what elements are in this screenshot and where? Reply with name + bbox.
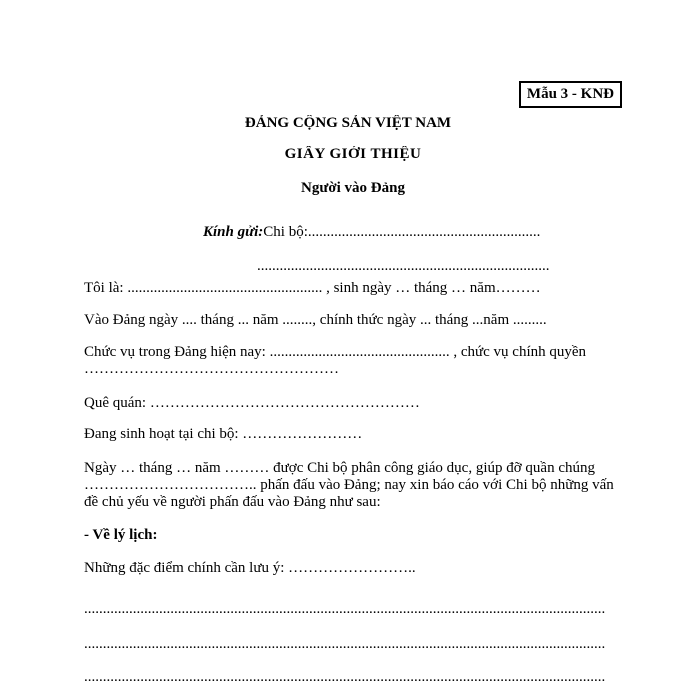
section-heading-ly-lich: - Về lý lịch: (84, 527, 158, 543)
paragraph-phan-cong (84, 460, 622, 511)
field-luu-y: Những đặc điểm chính cần lưu ý: …………………….. (84, 560, 416, 576)
org-name-text: ĐẢNG CỘNG SẢN VIỆT NAM (245, 115, 461, 132)
field-chuc-vu-line1: Chức vụ trong Đảng hiện nay: ................................................ , chức vụ chính quyền (84, 344, 587, 360)
salutation-recipient-field: Chi bộ:.............................................................. (263, 224, 541, 240)
paragraph-phan-cong-line1: Ngày … tháng … năm ……… được Chi bộ phân công giáo dục, giúp đỡ quần chúng (84, 460, 595, 476)
doc-subtitle: Người vào Đảng (301, 180, 405, 196)
field-vao-dang: Vào Đảng ngày .... tháng ... năm ........, chính thức ngày ... tháng ...năm ......... (84, 312, 547, 328)
ruled-line: ........................................................................................................................................... (84, 669, 606, 685)
form-code-box (519, 81, 622, 108)
field-chuc-vu (84, 344, 622, 378)
field-chuc-vu-line2: …………………………………………… (84, 361, 339, 377)
paragraph-phan-cong-line3: đề chủ yếu về người phấn đấu vào Đảng như sau: (84, 494, 381, 510)
ruled-line: ........................................................................................................................................... (84, 636, 606, 652)
salutation-line (203, 224, 622, 241)
ruled-line: ........................................................................................................................................... (84, 601, 606, 617)
field-que-quan: Quê quán: ……………………………………………… (84, 395, 420, 411)
form-code-label: Mẫu 3 - KNĐ (526, 86, 614, 102)
doc-title: GIẤY GIỚI THIỆU (284, 146, 422, 162)
field-dang-sinh-hoat: Đang sinh hoạt tại chi bộ: …………………… (84, 426, 363, 442)
paragraph-phan-cong-line2: …………………………….. phấn đấu vào Đảng; nay xin báo cáo với Chi bộ những vấn (84, 477, 614, 493)
field-toi-la: Tôi là: .................................................... , sinh ngày … tháng … năm……… (84, 280, 541, 296)
salutation-label: Kính gửi: (203, 224, 264, 240)
salutation-continuation-line: .............................................................................. (257, 258, 550, 274)
org-name-title (84, 115, 622, 132)
